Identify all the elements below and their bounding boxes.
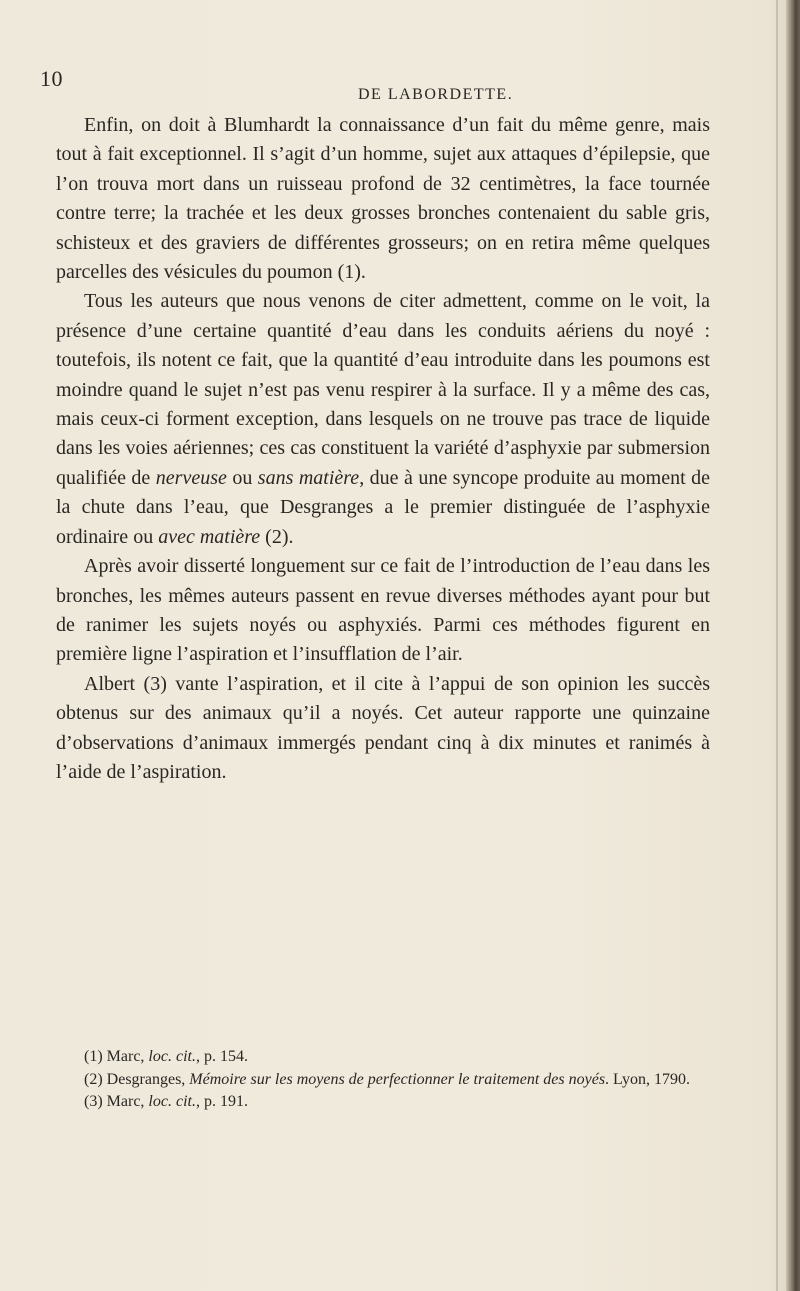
italic-term: loc. cit. bbox=[148, 1093, 196, 1110]
italic-term: avec matière bbox=[158, 525, 261, 548]
footnote bbox=[56, 1069, 716, 1092]
text-run: . Lyon, 1790. bbox=[605, 1070, 690, 1088]
running-head: DE LABORDETTE. bbox=[358, 86, 514, 103]
text-run: (2). bbox=[260, 525, 294, 548]
italic-term: nerveuse bbox=[155, 466, 227, 489]
paragraph bbox=[56, 670, 710, 788]
text-run: ou bbox=[226, 466, 258, 489]
text-run: Enfin, on doit à Blumhardt la connaissance d’un fait du même genre, mais tout à fait exceptionnel. Il s’agit d’un homme, sujet aux attaques d’épilepsie, que l’on trouva mort dans un ruisseau profond de 32 centimètres, la face tournée contre terre; la trachée et les deux grosses bronches contenaient du sable gris, schisteux et des graviers de différentes grosseurs; on en retira même quelques parcelles des vésicules du poumon (1). bbox=[56, 114, 710, 284]
page-fold-line bbox=[776, 0, 778, 1291]
text-run: (1) Marc, bbox=[84, 1048, 149, 1065]
footnote bbox=[56, 1091, 716, 1114]
paragraph bbox=[56, 552, 710, 670]
footnote bbox=[56, 1046, 716, 1069]
text-run: Après avoir disserté longuement sur ce fait de l’introduction de l’eau dans les bronches, les mêmes auteurs passent en revue diverses méthodes ayant pour but de ranimer les sujets noyés ou asphyxiés. Parmi ces méthodes figurent en première ligne l’aspiration et l’insufflation de l’air. bbox=[56, 555, 710, 666]
paragraph bbox=[56, 111, 710, 287]
body-text bbox=[56, 111, 710, 787]
text-run: (2) Desgranges, bbox=[84, 1070, 190, 1088]
paragraph bbox=[56, 287, 710, 552]
footnotes bbox=[56, 1046, 716, 1114]
text-run: Albert (3) vante l’aspiration, et il cite à l’appui de son opinion les succès obtenus sur des animaux qu’il a noyés. Cet auteur rapporte une quinzaine d’observations d’animaux immergés pendant cinq à dix minutes et ranimés à l’aide de l’aspiration. bbox=[56, 672, 710, 783]
italic-term: sans matière bbox=[257, 466, 360, 489]
page-number: 10 bbox=[40, 66, 63, 91]
page-edge-shadow bbox=[786, 0, 800, 1291]
italic-term: Mémoire sur les moyens de perfectionner le traitement des noyés bbox=[189, 1070, 606, 1088]
text-run: , due à une syncope produite au moment de la chute dans l’eau, que Desgranges a le premier distinguée de l’asphyxie ordinaire ou bbox=[56, 466, 711, 548]
text-run: , p. 154. bbox=[195, 1048, 248, 1065]
text-run: Tous les auteurs que nous venons de citer admettent, comme on le voit, la présence d’une certaine quantité d’eau dans les conduits aériens du noyé : toutefois, ils notent ce fait, que la quantité d’eau introduite dans les poumons est moindre quand le sujet n’est pas venu respirer à la surface. Il y a même des cas, mais ceux-ci forment exception, dans lesquels on ne trouve pas trace de liquide dans les voies aériennes; ces cas constituent la variété d’asphyxie par submersion qualifiée de bbox=[56, 290, 710, 489]
italic-term: loc. cit. bbox=[148, 1048, 196, 1065]
text-run: , p. 191. bbox=[195, 1093, 248, 1110]
page-header bbox=[0, 66, 800, 103]
text-run: (3) Marc, bbox=[84, 1093, 149, 1110]
